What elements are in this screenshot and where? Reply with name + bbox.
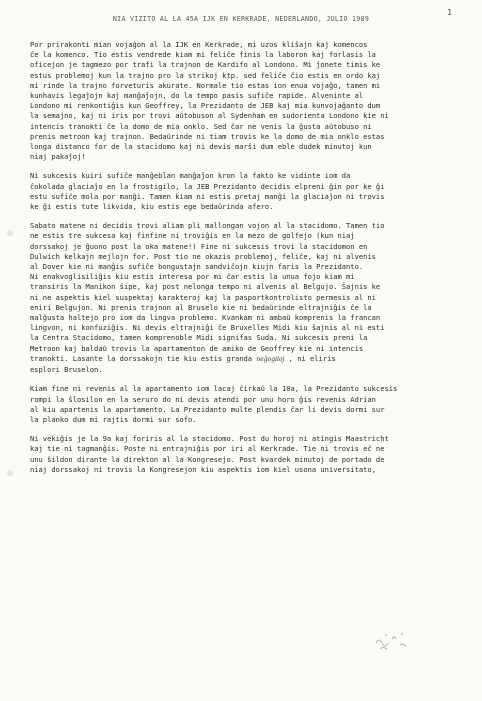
document-title: NIA VIZITO AL LA 45A IJK EN KERKRADE, NEDERLANDO, JULIO 1989 <box>112 15 370 23</box>
text-line: transiris la Manikon ŝipe, kaj post nelonga tempo ni alvenis al Belgujo. Ŝajnis ke <box>30 282 381 292</box>
text-line: Londono mi renkontiĝis kun Geoffrey, la Prezidanto de JEB kaj mia kunvojaĝanto dum <box>30 101 381 111</box>
paragraph <box>30 221 468 375</box>
text-line: al kiu apartenis la apartamento. La Prezidanto multe plendis ĉar li devis dormi sur <box>30 404 385 414</box>
text-line: Kiam fine ni revenis al la apartamento iom lacaj ĉirkaŭ la 10a, la Prezidanto sukcesis <box>30 384 398 394</box>
text-line: la planko dum mi rajtis dormi sur sofo. <box>30 414 197 424</box>
text-line: estus problemoj kun la trajno pro la strikoj ktp. sed feliĉe ĉio estis en ordo kaj <box>30 70 381 80</box>
text-line: ne estis tre sukcesa kaj finfine ni troviĝis en la mezo de golfejo (kun niaj <box>30 231 355 241</box>
text-line: Dulwich kelkajn mejlojn for. Post tio ne okazis problemoj, feliĉe, kaj ni alvenis <box>30 251 376 261</box>
text-line: ni ne aspektis kiel suspektaj karakteroj kaj la pasportkontrolisto permesis al ni <box>30 292 376 302</box>
text-line: la Centra Stacidomo, tamen komprenoble Midi signifas Suda. Ni sukcesis preni la <box>30 333 368 343</box>
text-line: unu ŝildon dirante la direkton al la Kongresejo. Post kvardek minutoj de portado de <box>30 454 385 464</box>
paragraph <box>30 384 468 425</box>
text-line: la semajno, kaj ni iris por trovi aŭtobuson al Sydenham en sudorienta Londono kie ni <box>30 111 389 121</box>
page-number: 1 <box>447 8 452 17</box>
text-line: ke ĝi estis tute likvida, kiu estis ege bedaŭrinda afero. <box>30 202 274 212</box>
text-line: ĉokolada glaciaĵo en la frostigilo, la JEB Prezidanto decidis elpreni ĝin por ke ĝi <box>30 181 385 191</box>
text-line: lingvon, ni konfuziĝis. Ni devis eltrajniĝi ĉe Bruxelles Midi kiu ŝajnis al ni esti <box>30 323 385 333</box>
text-line: niaj pakaĵoj! <box>30 152 86 162</box>
document-body <box>30 40 468 484</box>
text-line: Metroon kaj baldaŭ trovis la apartamenton de amiko de Geoffrey kie ni intencis <box>30 343 364 353</box>
text-line: prenis metroon kaj trajnon. Bedaŭrinde ni tiam trovis ke la domo de mia onklo estas <box>30 131 385 141</box>
text-line: eniri Belgujon. Ni prenis trajnon al Bruselo kie ni bedaŭrinde eltrajniĝis ĉe la <box>30 302 372 312</box>
text-line: Ni vekiĝis je la 9a kaj foriris al la stacidomo. Post du horoj ni atingis Maastricht <box>30 434 389 444</box>
text-line: niaj dorssakoj ni trovis la Kongresejon kiu aspektis iom kiel usona universitato, <box>30 464 376 474</box>
pencil-scribble-mark <box>372 625 412 653</box>
text-line: malĝusta haltejo pro iom da lingva problemo. Kvankam ni ambaŭ komprenis la francan <box>30 313 381 323</box>
paragraph <box>30 40 468 162</box>
text-line: longa distanco for de la stacidomo kaj ni devis marŝi dum eble dudek minutoj kun <box>30 142 372 152</box>
text-line: dorssakoj je ĝuono post la oka matene!) Fine ni sukcesis trovi la stacidomon en <box>30 241 368 251</box>
text-line: estu sufiĉe mola por manĝi. Tamen kiam ni estis pretaj manĝi la glaciaĵon ni trovis <box>30 191 385 201</box>
text-line: Ni sukcesis kuiri sufiĉe manĝeblan manĝaĵon kron la fakto ke vidinte iom da <box>30 171 351 181</box>
text-line: esplori Bruselon. <box>30 365 103 375</box>
handwritten-insertion: neĝogiloj <box>256 355 285 363</box>
punch-hole <box>7 230 13 236</box>
paragraph <box>30 171 468 212</box>
text-line: al Dover kie ni manĝis sufiĉe bongustajn sandviĉojn kiujn faris la Prezidanto. <box>30 262 364 272</box>
text-line: Por prirakonti mian vojaĝon al la IJK en Kerkrade, mi uzos kliŝajn kaj komencos <box>30 40 368 49</box>
text-line: oficejon je tagmezo por trafi la trajnon de Kardifo al Londono. Mi ĵonete timis ke <box>30 60 381 70</box>
text-line: Sabato matene ni decidis trovi aliam pli mallongan vojon al la stacidomo. Tamen tio <box>30 221 385 231</box>
paragraph <box>30 434 468 475</box>
text-line: kaj tie ni tagmanĝis. Poste ni entrajniĝis por iri al Kerkrade. Tie ni trovis eĉ ne <box>30 444 385 454</box>
text-line: Ni enakvoglisiliĝis kiu estis interesa por mi ĉar estis la unua fojo kiam mi <box>30 272 355 282</box>
text-line: ĉe la komenco. Tio estis vendrede kiam mi feliĉe finis la laboron kaj forlasis la <box>30 50 376 60</box>
text-line: tranokti. Lasante la dorssakojn tie kiu estis granda neĝogiloj , ni eliris <box>30 353 336 363</box>
text-line: rompi la ŝlosilon en la seruro do ni devis atendi por unu horo ĝis revenis Adrian <box>30 394 376 404</box>
text-line: mi rinde la trajno forveturis akurate. Normale tio estas ion enua vojaĝo, tamen mi <box>30 80 381 90</box>
text-line: intencis tranokti ĉe la domo de mia onklo. Sed ĉar ne venis la ĝusta aŭtobuso ni <box>30 121 372 131</box>
text-line: kunhavis legaĵojn kaj manĝaĵojn, do la tempo pasis sufiĉe rapide. Alveninte al <box>30 91 364 101</box>
punch-hole <box>7 470 13 476</box>
